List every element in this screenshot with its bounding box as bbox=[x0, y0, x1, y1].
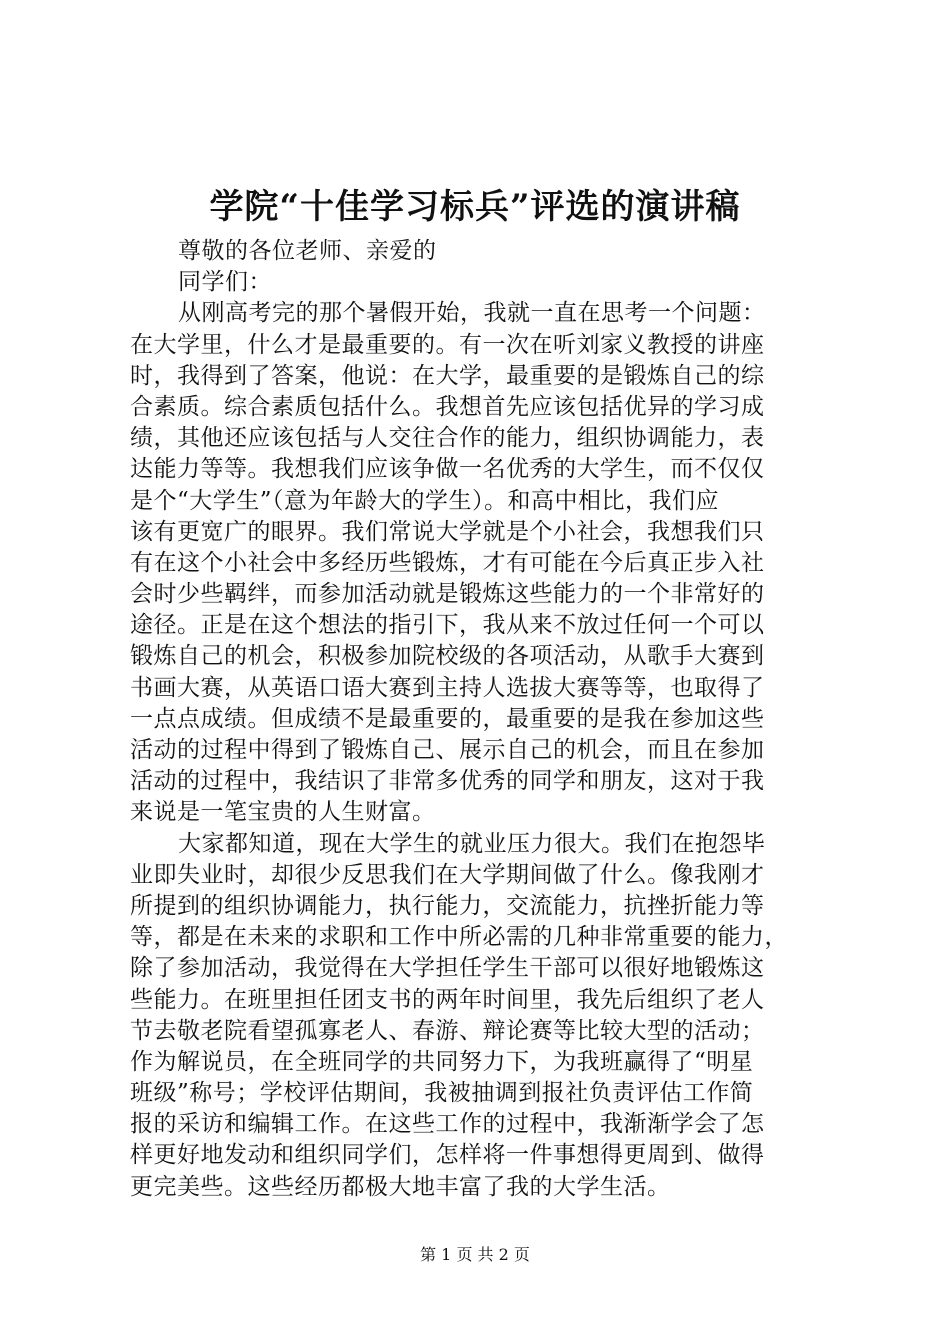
text-line: 业即失业时，却很少反思我们在大学期间做了什么。像我刚才 bbox=[130, 861, 765, 888]
text-line: 活动的过程中，我结识了非常多优秀的同学和朋友，这对于我 bbox=[130, 768, 765, 795]
text-line: 途径。正是在这个想法的指引下，我从来不放过任何一个可以 bbox=[130, 612, 765, 639]
text-line: 大家都知道，现在大学生的就业压力很大。我们在抱怨毕 bbox=[178, 830, 766, 857]
document-body bbox=[130, 236, 830, 1203]
page-footer: 第 1 页 共 2 页 bbox=[420, 1245, 530, 1264]
text-line: 活动的过程中得到了锻炼自己、展示自己的机会，而且在参加 bbox=[130, 737, 765, 763]
text-line: 班级”称号；学校评估期间，我被抽调到报社负责评估工作简 bbox=[130, 1080, 754, 1107]
text-line: 更完美些。这些经历都极大地丰富了我的大学生活。 bbox=[130, 1173, 671, 1200]
text-line: 在大学里，什么才是最重要的。有一次在听刘家义教授的讲座 bbox=[130, 331, 765, 358]
text-line: 会时少些羁绊，而参加活动就是锻炼这些能力的一个非常好的 bbox=[130, 581, 765, 608]
text-line: 一点点成绩。但成绩不是最重要的，最重要的是我在参加这些 bbox=[130, 705, 765, 732]
text-line: 报的采访和编辑工作。在这些工作的过程中，我渐渐学会了怎 bbox=[130, 1111, 765, 1138]
text-line: 绩，其他还应该包括与人交往合作的能力，组织协调能力，表 bbox=[130, 425, 765, 452]
text-line: 尊敬的各位老师、亲爱的 bbox=[178, 238, 437, 264]
text-line: 除了参加活动，我觉得在大学担任学生干部可以很好地锻炼这 bbox=[130, 955, 765, 982]
text-line: 该有更宽广的眼界。我们常说大学就是个小社会，我想我们只 bbox=[130, 518, 765, 545]
text-line: 从刚高考完的那个暑假开始，我就一直在思考一个问题： bbox=[178, 300, 766, 327]
text-line: 达能力等等。我想我们应该争做一名优秀的大学生，而不仅仅 bbox=[130, 456, 765, 483]
text-line: 书画大赛，从英语口语大赛到主持人选拔大赛等等，也取得了 bbox=[130, 674, 765, 701]
text-line: 些能力。在班里担任团支书的两年时间里，我先后组织了老人 bbox=[130, 986, 765, 1013]
text-line: 来说是一笔宝贵的人生财富。 bbox=[130, 799, 436, 826]
text-line: 同学们： bbox=[178, 269, 272, 296]
text-line: 是个“大学生”（意为年龄大的学生）。和高中相比，我们应 bbox=[130, 487, 720, 514]
text-line: 合素质。综合素质包括什么。我想首先应该包括优异的学习成 bbox=[130, 393, 765, 420]
text-line: 作为解说员，在全班同学的共同努力下，为我班赢得了“明星 bbox=[130, 1048, 754, 1075]
text-line: 锻炼自己的机会，积极参加院校级的各项活动，从歌手大赛到 bbox=[130, 643, 765, 670]
text-line: 有在这个小社会中多经历些锻炼，才有可能在今后真正步入社 bbox=[130, 549, 765, 576]
text-line: 节去敬老院看望孤寡老人、春游、辩论赛等比较大型的活动； bbox=[130, 1017, 765, 1044]
text-line: 等，都是在未来的求职和工作中所必需的几种非常重要的能力， bbox=[130, 924, 788, 951]
document-title: 学院“十佳学习标兵”评选的演讲稿 bbox=[209, 187, 741, 227]
text-line: 所提到的组织协调能力，执行能力，交流能力，抗挫折能力等 bbox=[130, 892, 765, 919]
text-line: 时，我得到了答案，他说：在大学，最重要的是锻炼自己的综 bbox=[130, 362, 765, 389]
text-line: 样更好地发动和组织同学们，怎样将一件事想得更周到、做得 bbox=[130, 1142, 765, 1169]
